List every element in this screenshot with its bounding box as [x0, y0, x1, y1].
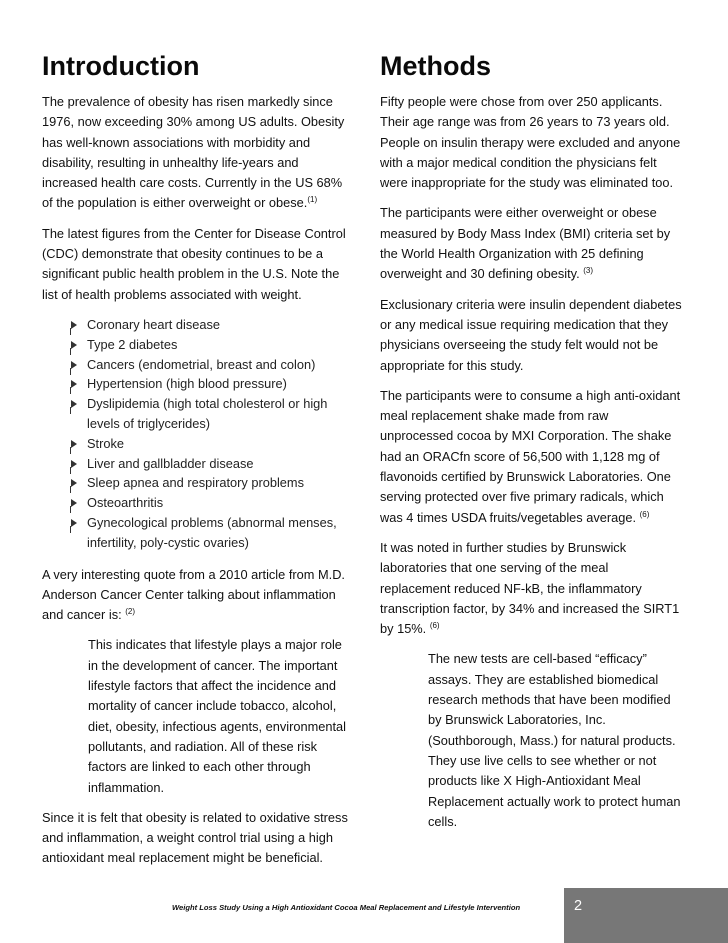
arrow-bullet-icon — [71, 400, 77, 408]
list-item: Cancers (endometrial, breast and colon) — [70, 355, 354, 375]
list-item: Osteoarthritis — [70, 493, 354, 513]
methods-heading: Methods — [380, 51, 491, 81]
intro-paragraph-4: Since it is felt that obesity is related to oxidative stress and inflammation, a weight control trial using a high antioxidant meal replacement might be beneficial. — [42, 809, 348, 866]
arrow-bullet-icon — [71, 341, 77, 349]
footer-title: Weight Loss Study Using a High Antioxidant Cocoa Meal Replacement and Lifestyle Intervention — [172, 903, 521, 912]
methods-paragraph-4: The participants were to consume a high anti-oxidant meal replacement shake made from raw unprocessed cocoa by MXI Corporation. The shake had an ORACfn score of 56,500 with 1,128 mg of flavonoids certified by Brunswick Laboratories. One serving protected over five primary radicals, which was 4 times USDA fruits/vegetables average. $^{(6)}$ — [380, 387, 681, 525]
citation-3: (3) — [583, 266, 594, 276]
arrow-bullet-icon — [71, 321, 77, 329]
list-item: Liver and gallbladder disease — [70, 454, 354, 474]
health-problems-list — [42, 315, 354, 553]
intro-paragraph-3: A very interesting quote from a 2010 article from M.D. Anderson Cancer Center talking about inflammation and cancer is: $^{(2)}$ — [42, 566, 345, 623]
methods-paragraph-3: Exclusionary criteria were insulin dependent diabetes or any medical issue requiring medication that they physicians overseeing the study felt would not be appropriate for this study. — [380, 296, 682, 373]
methods-paragraph-5: It was noted in further studies by Brunswick laboratories that one serving of the meal replacement reduced NF-kB, the inflammatory transcription factor, by 34% and increased the SIRT1 by 15%. $^{(6)}$ — [380, 539, 680, 637]
list-item: Sleep apnea and respiratory problems — [70, 473, 354, 493]
list-item: Coronary heart disease — [70, 315, 354, 335]
intro-paragraph-1: The prevalence of obesity has risen markedly since 1976, now exceeding 30% among US adults. Obesity has well-known associations with morbidity and disability, resulting in unhealthy life-years and increased health care costs. Currently in the US 68% of the population is either overweight or obese.$^{(1)}$ — [42, 94, 345, 211]
brunswick-quote: The new tests are cell-based “efficacy” assays. They are established biomedical research methods that have been modified by Brunswick Laboratories, Inc. (Southborough, Mass.) for natural products. They use live cells to see whether or not products like X High-Antioxidant Meal Replacement actually work to protect human cells. — [428, 651, 681, 829]
page-number: 2 — [574, 898, 583, 914]
citation-2: (2) — [125, 607, 136, 617]
citation-6: (6) — [639, 509, 650, 519]
arrow-bullet-icon — [71, 519, 77, 527]
arrow-bullet-icon — [71, 479, 77, 487]
methods-paragraph-1: Fifty people were chose from over 250 applicants. Their age range was from 26 years to 73 years old. People on insulin therapy were excluded and anyone with a major medical condition the physicians felt were inappropriate for the study was eliminated too. — [380, 94, 681, 191]
introduction-column — [42, 48, 354, 879]
arrow-bullet-icon — [71, 440, 77, 448]
introduction-heading: Introduction — [42, 51, 200, 81]
methods-paragraph-2: The participants were either overweight or obese measured by Body Mass Index (BMI) criteria set by the World Health Organization with 25 defining overweight and 30 defining obesity. $^{(3)}$ — [380, 205, 671, 282]
methods-column — [380, 48, 682, 842]
citation-6b: (6) — [429, 621, 440, 631]
arrow-bullet-icon — [71, 361, 77, 369]
intro-paragraph-2: The latest figures from the Center for Disease Control (CDC) demonstrate that obesity continues to be a significant public health problem in the U.S. Note the list of health problems associated with weight. — [42, 225, 346, 302]
page-number-box — [564, 888, 728, 943]
arrow-bullet-icon — [71, 380, 77, 388]
md-anderson-quote: This indicates that lifestyle plays a major role in the development of cancer. The important lifestyle factors that affect the incidence and mortality of cancer include tobacco, alcohol, diet, obesity, infectious agents, environmental pollutants, and radiation. All of these risk factors are linked to each other through inflammation. — [88, 637, 346, 795]
citation-1: (1) — [307, 195, 318, 205]
list-item: Type 2 diabetes — [70, 335, 354, 355]
list-item: Gynecological problems (abnormal menses, infertility, poly-cystic ovaries) — [70, 513, 354, 553]
arrow-bullet-icon — [71, 460, 77, 468]
list-item: Stroke — [70, 434, 354, 454]
arrow-bullet-icon — [71, 499, 77, 507]
list-item: Hypertension (high blood pressure) — [70, 374, 354, 394]
list-item: Dyslipidemia (high total cholesterol or high levels of triglycerides) — [70, 394, 354, 434]
